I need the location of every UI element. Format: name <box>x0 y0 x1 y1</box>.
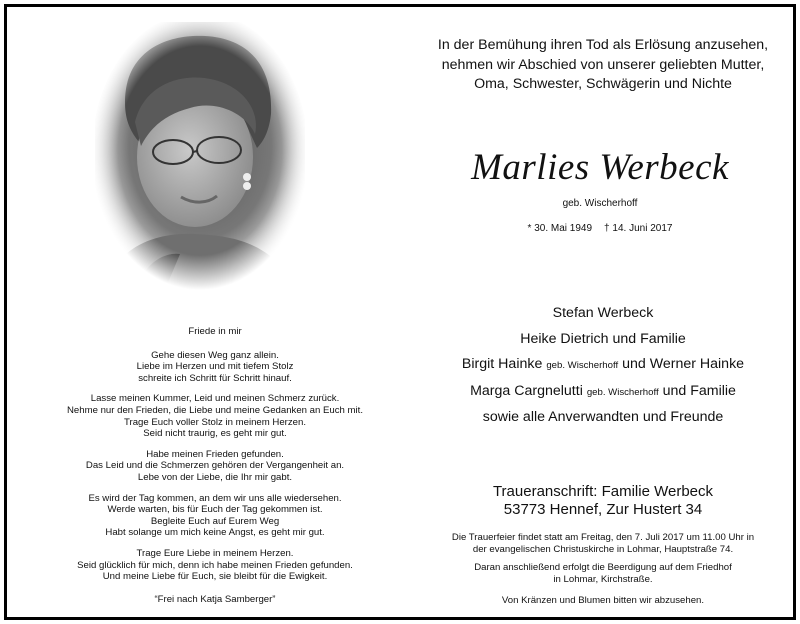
poem-line: Es wird der Tag kommen, an dem wir uns alle wiedersehen. <box>88 492 342 504</box>
address-line: 53773 Hennef, Zur Hustert 34 <box>503 501 703 518</box>
poem-line: Lasse meinen Kummer, Leid und meinen Schmerz zurück. <box>90 393 340 405</box>
mourner: sowie alle Anverwandten und Freunde <box>482 409 724 426</box>
mourner: Stefan Werbeck <box>552 305 654 321</box>
note-line: Daran anschließend erfolgt die Beerdigung auf dem Friedhof <box>474 562 732 574</box>
flowers-note: Von Kränzen und Blumen bitten wir abzusehen. <box>501 595 705 607</box>
poem-stanza <box>20 493 410 539</box>
poem-line: Liebe im Herzen und mit tiefem Stolz <box>136 361 294 373</box>
life-dates <box>420 223 780 234</box>
poem-line: Und meine Liebe für Euch, sie bleibt für die Ewigkeit. <box>102 571 328 583</box>
maiden-name: geb. Wischerhoff <box>562 198 638 209</box>
poem-line: Werde warten, bis für Euch der Tag gekommen ist. <box>107 504 323 516</box>
intro-line: nehmen wir Abschied von unserer geliebten Mutter, <box>441 56 765 73</box>
mourner-maiden: geb. Wischerhoff <box>586 386 659 398</box>
portrait-photo <box>95 22 305 290</box>
poem-credit: “Frei nach Katja Samberger” <box>154 593 276 605</box>
mourner: Heike Dietrich und Familie <box>520 330 686 347</box>
poem-line: Habe meinen Frieden gefunden. <box>146 448 284 460</box>
poem-line: schreite ich Schritt für Schritt hinauf. <box>138 372 292 384</box>
poem-stanza <box>20 350 410 385</box>
poem-line: Nehme nur den Frieden, die Liebe und meine Gedanken an Euch mit. <box>67 404 363 416</box>
mourner-maiden: geb. Wischerhoff <box>546 360 619 372</box>
poem-line: Seid nicht traurig, es geht mir gut. <box>143 428 287 440</box>
mourner <box>420 379 786 406</box>
intro-line: Oma, Schwester, Schwägerin und Nichte <box>474 76 732 92</box>
mourner-rest: und Werner Hainke <box>622 356 745 373</box>
deceased-name: Marlies Werbeck <box>471 147 729 188</box>
poem-line: Seid glücklich für mich, denn ich habe meinen Frieden gefunden. <box>77 559 353 571</box>
poem <box>20 326 410 605</box>
poem-line: Lebe von der Liebe, die Ihr mir gabt. <box>137 471 293 483</box>
poem-stanza <box>20 548 410 583</box>
intro-text <box>420 36 786 95</box>
mourner-rest: und Familie <box>662 382 736 399</box>
poem-line: Habt solange um mich keine Angst, es geht mir gut. <box>105 527 325 539</box>
poem-stanza <box>20 393 410 439</box>
poem-line: Trage Euch voller Stolz in meinem Herzen. <box>124 416 306 428</box>
note-line: in Lohmar, Kirchstraße. <box>553 573 653 585</box>
poem-line: Begleite Euch auf Eurem Weg <box>150 515 280 527</box>
mourner <box>420 352 786 379</box>
note-line: der evangelischen Christuskirche in Lohmar, Hauptstraße 74. <box>472 543 734 555</box>
poem-title: Friede in mir <box>188 326 242 337</box>
mourners-list <box>420 301 786 431</box>
mourner-name: Birgit Hainke <box>461 356 543 373</box>
birth-date: * 30. Mai 1949 <box>527 223 593 234</box>
poem-line: Trage Eure Liebe in meinem Herzen. <box>136 547 294 559</box>
death-date: † 14. Juni 2017 <box>604 223 673 234</box>
poem-line: Gehe diesen Weg ganz allein. <box>151 349 279 361</box>
service-paragraph <box>420 532 786 555</box>
burial-paragraph <box>420 562 786 585</box>
mourner-name: Marga Cargnelutti <box>470 382 583 399</box>
mourning-address <box>420 483 786 519</box>
intro-line: In der Bemühung ihren Tod als Erlösung anzusehen, <box>437 37 769 53</box>
poem-stanza <box>20 449 410 484</box>
address-line: Traueranschrift: Familie Werbeck <box>492 483 714 500</box>
service-notes <box>420 532 786 614</box>
poem-line: Das Leid und die Schmerzen gehören der Vergangenheit an. <box>85 460 345 472</box>
note-line: Die Trauerfeier findet statt am Freitag, den 7. Juli 2017 um 11.00 Uhr in <box>451 532 755 543</box>
